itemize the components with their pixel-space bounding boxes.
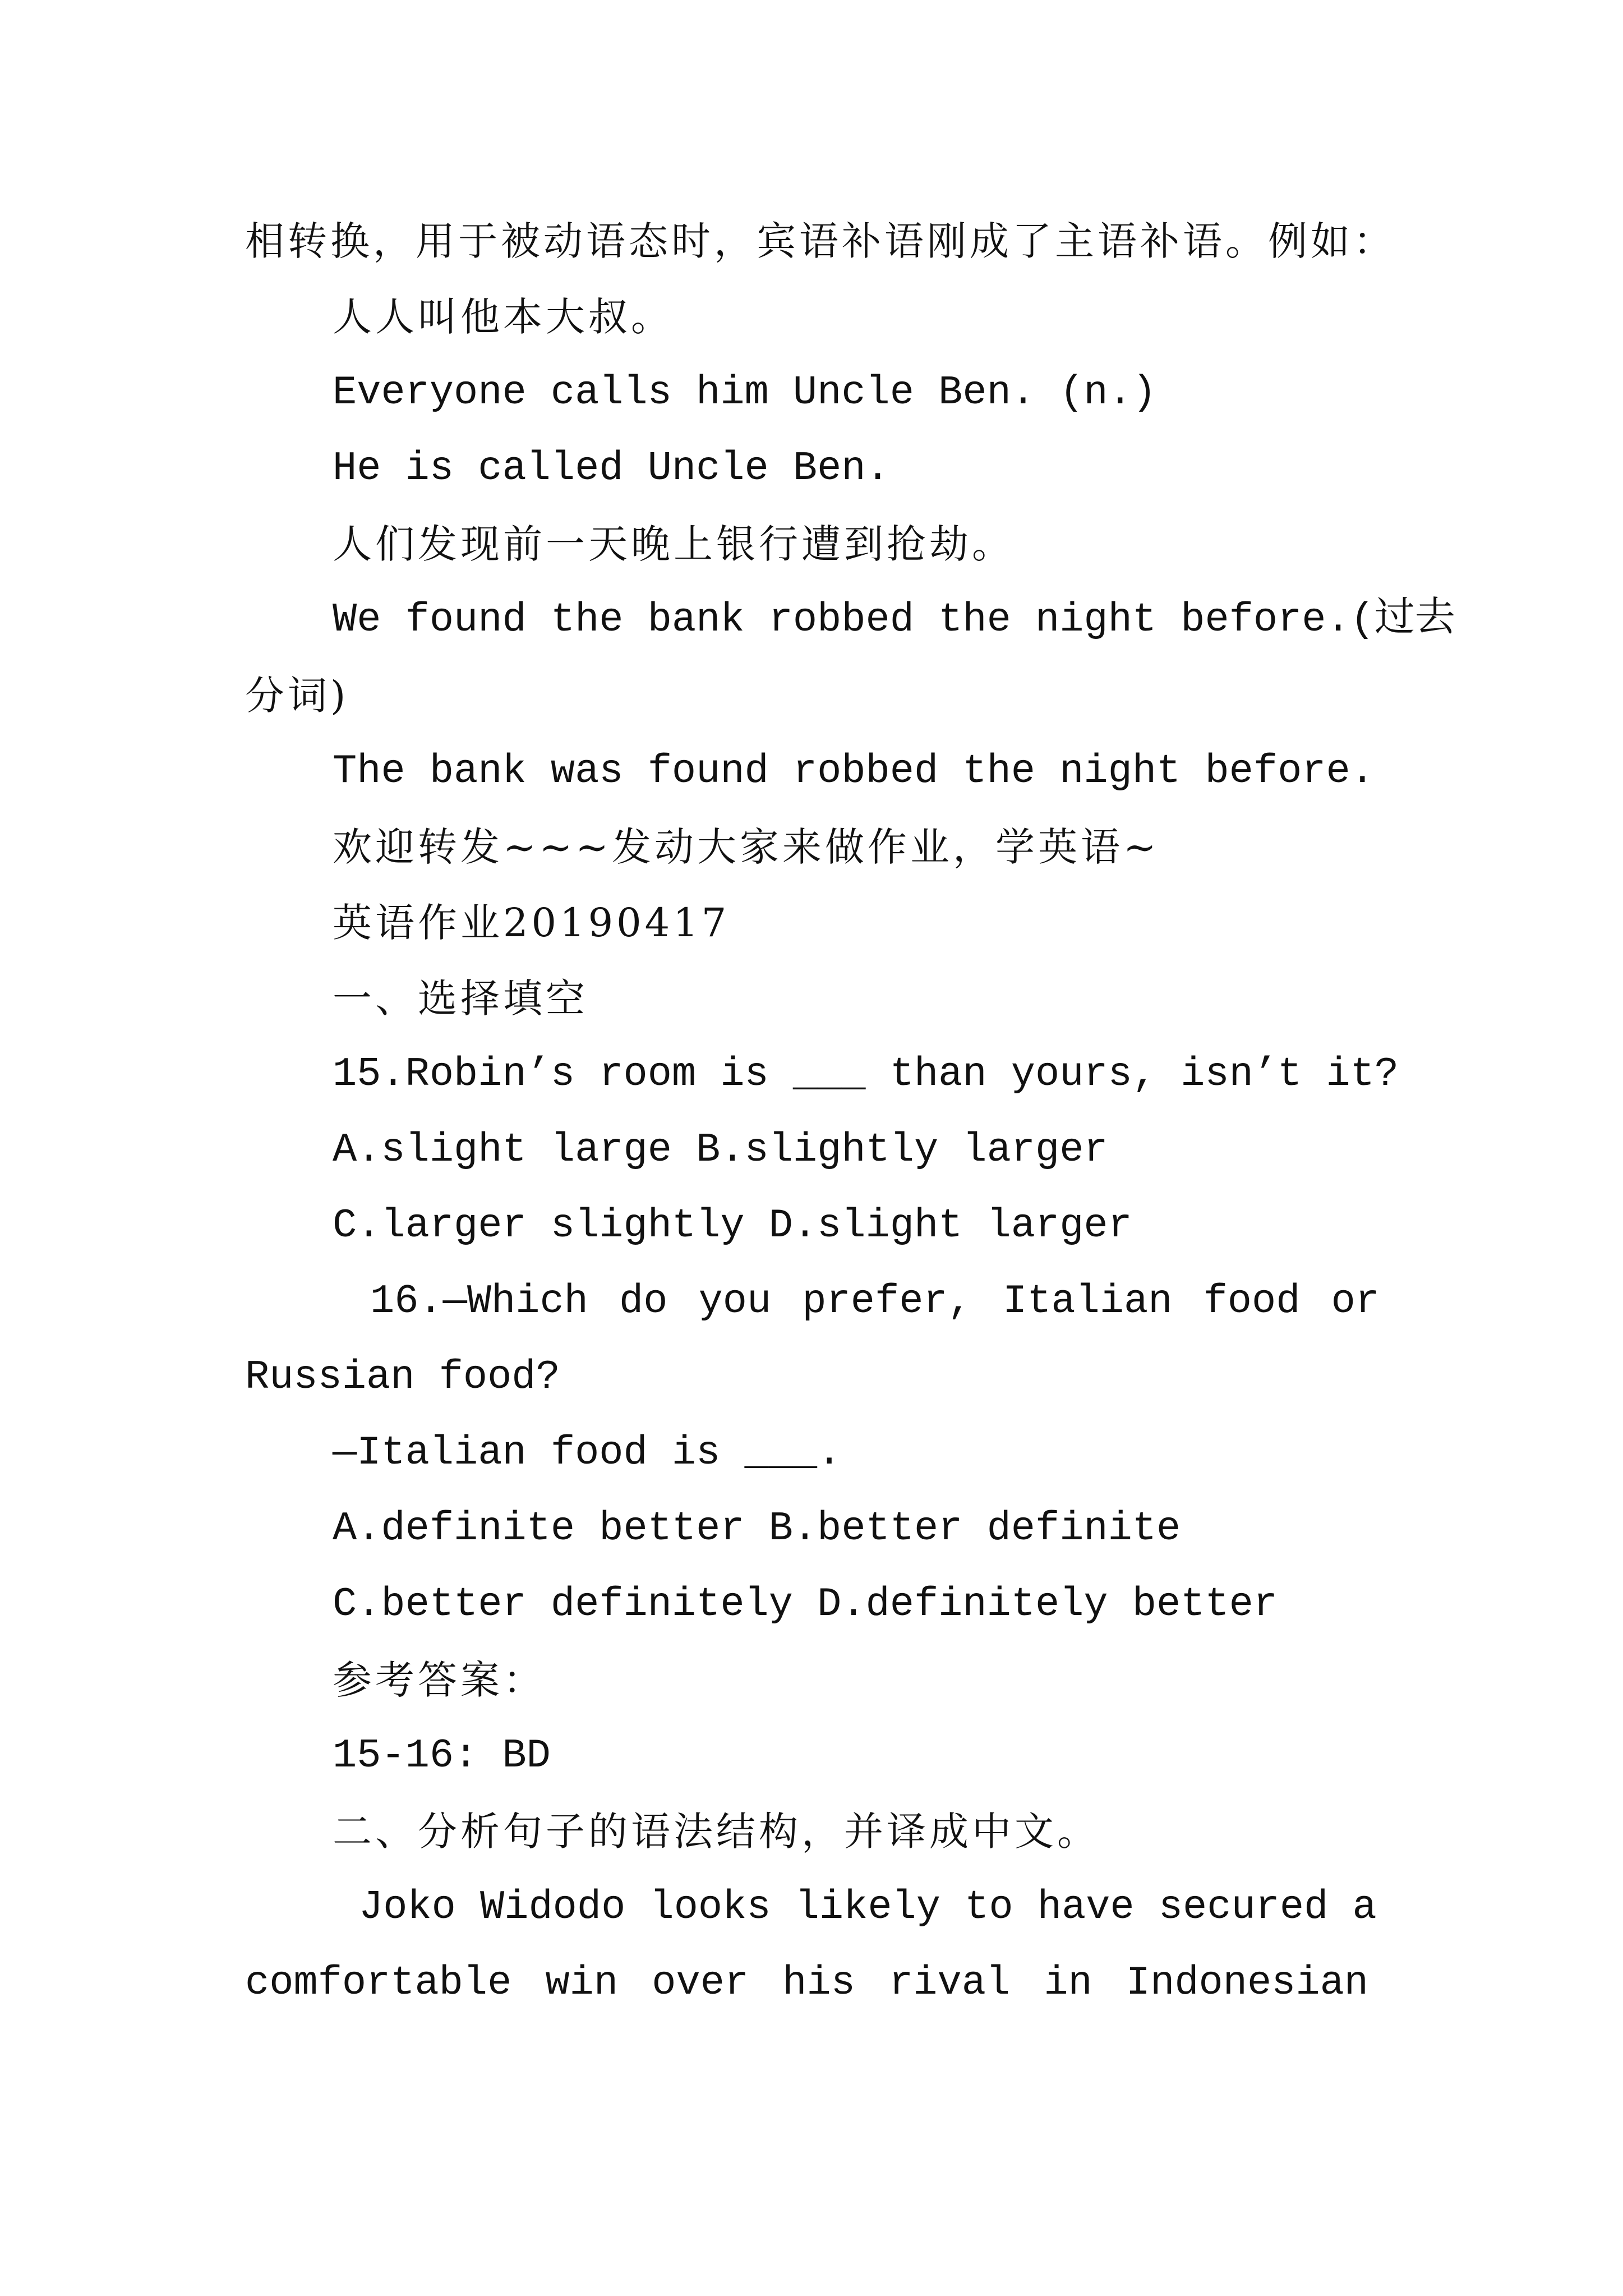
question-15-options-ab: A.slight large B.slightly larger [333, 1127, 1108, 1173]
example-english-line: He is called Uncle Ben. [333, 445, 890, 491]
question-16-options-cd: C.better definitely D.definitely better [333, 1581, 1278, 1627]
question-16-options-ab: A.definite better B.better definite [333, 1506, 1181, 1552]
example-chinese-line: 人们发现前一天晚上银行遭到抢劫。 [333, 521, 1015, 567]
question-16: 16.—Which do you prefer, Italian food or [370, 1278, 1380, 1324]
example-english-line: We found the bank robbed the night before.(过去 [333, 597, 1455, 643]
example-chinese-line: 人人叫他本大叔。 [333, 294, 674, 340]
example-english-line: Everyone calls him Uncle Ben. (n.) [333, 370, 1157, 416]
example-continuation-line: 分词) [245, 673, 349, 719]
paragraph-line: 相转换，用于被动语态时，宾语补语刚成了主语补语。例如： [245, 218, 1396, 264]
answer-line: 15-16: BD [333, 1733, 551, 1779]
question-16-reply: —Italian food is ___. [333, 1430, 842, 1476]
question-16-continuation: Russian food? [245, 1354, 560, 1400]
question-15: 15.Robin’s room is ___ than yours, isn’t it? [333, 1051, 1399, 1097]
section-heading-analysis: 二、分析句子的语法结构，并译成中文。 [333, 1809, 1100, 1855]
section-heading-choice: 一、选择填空 [333, 976, 588, 1022]
homework-title: 英语作业20190417 [333, 900, 730, 946]
share-prompt-line: 欢迎转发~~~发动大家来做作业，学英语~ [333, 824, 1160, 870]
question-15-options-cd: C.larger slightly D.slight larger [333, 1203, 1132, 1249]
analysis-sentence-line: comfortable win over his rival in Indonesian [245, 1960, 1368, 2006]
analysis-sentence-line: Joko Widodo looks likely to have secured a [359, 1884, 1377, 1930]
answer-heading: 参考答案： [333, 1657, 546, 1703]
example-english-line: The bank was found robbed the night before. [333, 748, 1375, 794]
